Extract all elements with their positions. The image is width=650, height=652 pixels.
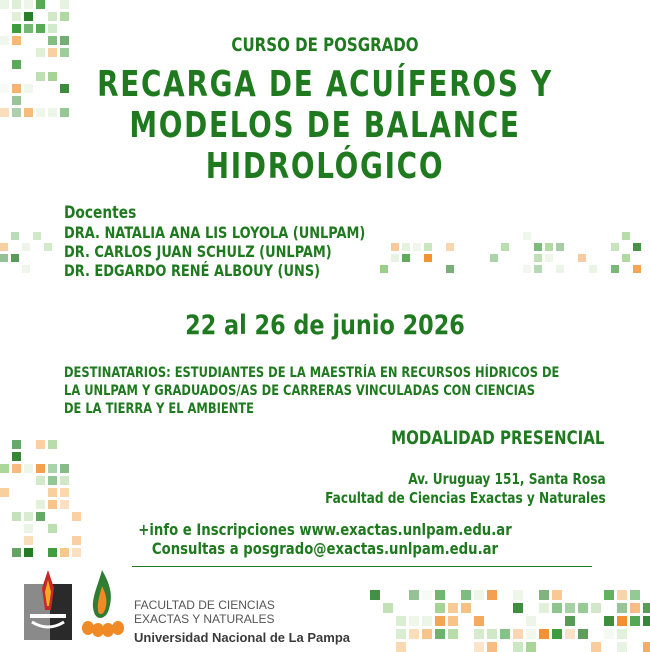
mosaic-square bbox=[36, 108, 45, 117]
mosaic-square bbox=[0, 0, 9, 9]
mosaic-square bbox=[424, 254, 432, 262]
mosaic-square bbox=[36, 500, 45, 509]
mosaic-square bbox=[617, 642, 627, 652]
mosaic-square bbox=[48, 500, 57, 509]
mosaic-square bbox=[526, 642, 536, 652]
mosaic-square bbox=[448, 603, 458, 613]
mosaic-square bbox=[633, 265, 641, 273]
mosaic-square bbox=[409, 616, 419, 626]
mosaic-square bbox=[643, 642, 650, 652]
mosaic-square bbox=[643, 616, 650, 626]
mosaic-square bbox=[402, 243, 410, 251]
mosaic-square bbox=[435, 603, 445, 613]
mosaic-square bbox=[60, 0, 69, 9]
mosaic-square bbox=[0, 243, 8, 251]
mosaic-square bbox=[12, 0, 21, 9]
mosaic-square bbox=[0, 464, 9, 473]
mosaic-square bbox=[12, 24, 21, 33]
title-line: RECARGA DE ACUÍFEROS Y bbox=[97, 64, 553, 105]
info-link[interactable]: +info e Inscripciones www.exactas.unlpam.edu.ar bbox=[138, 520, 512, 539]
university-name: Universidad Nacional de La Pampa bbox=[134, 630, 351, 645]
mosaic-square bbox=[60, 12, 69, 21]
mosaic-square bbox=[435, 629, 445, 639]
docentes-heading: Docentes bbox=[64, 203, 137, 223]
mosaic-square bbox=[12, 36, 21, 45]
title-line: MODELOS DE BALANCE bbox=[129, 105, 521, 146]
mosaic-square bbox=[604, 590, 614, 600]
mosaic-square bbox=[36, 0, 45, 9]
mosaic-square bbox=[513, 642, 523, 652]
destinatarios-text bbox=[64, 364, 559, 418]
mosaic-square bbox=[513, 629, 523, 639]
mosaic-square bbox=[487, 642, 497, 652]
mosaic-square bbox=[36, 72, 45, 81]
mosaic-square bbox=[12, 96, 21, 105]
mosaic-square bbox=[523, 232, 531, 240]
mosaic-square bbox=[617, 603, 627, 613]
mosaic-square bbox=[402, 254, 410, 262]
mosaic-square bbox=[12, 452, 21, 461]
mosaic-square bbox=[12, 548, 21, 557]
mosaic-square bbox=[396, 642, 406, 652]
mosaic-square bbox=[435, 616, 445, 626]
mosaic-square bbox=[487, 590, 497, 600]
mosaic-square bbox=[60, 500, 69, 509]
mosaic-square bbox=[435, 590, 445, 600]
mosaic-square bbox=[448, 616, 458, 626]
mosaic-square bbox=[48, 464, 57, 473]
mosaic-square bbox=[36, 476, 45, 485]
mosaic-square bbox=[12, 464, 21, 473]
mosaic-square bbox=[589, 265, 597, 273]
mosaic-square bbox=[0, 36, 9, 45]
mosaic-square bbox=[526, 616, 536, 626]
mosaic-square bbox=[539, 629, 549, 639]
mosaic-square bbox=[48, 440, 57, 449]
mosaic-mid-left bbox=[0, 232, 70, 277]
course-dates: 22 al 26 de junio 2026 bbox=[185, 310, 465, 341]
mosaic-square bbox=[60, 488, 69, 497]
mosaic-square bbox=[12, 108, 21, 117]
mosaic-square bbox=[0, 488, 9, 497]
contact-email[interactable]: Consultas a posgrado@exactas.unlpam.edu.ar bbox=[151, 539, 499, 558]
mosaic-square bbox=[617, 590, 627, 600]
mosaic-square bbox=[565, 603, 575, 613]
course-kicker: CURSO DE POSGRADO bbox=[231, 34, 419, 56]
mosaic-square bbox=[44, 243, 52, 251]
mosaic-square bbox=[513, 603, 523, 613]
mosaic-square bbox=[24, 108, 33, 117]
mosaic-square bbox=[370, 590, 380, 600]
mosaic-square bbox=[474, 629, 484, 639]
address-line: Facultad de Ciencias Exactas y Naturales bbox=[325, 489, 606, 507]
mosaic-square bbox=[12, 60, 21, 69]
mosaic-square bbox=[552, 629, 562, 639]
destinatarios-line: DE LA TIERRA Y EL AMBIENTE bbox=[64, 401, 254, 417]
mosaic-square bbox=[24, 0, 33, 9]
mosaic-square bbox=[11, 254, 19, 262]
mosaic-square bbox=[380, 265, 388, 273]
mosaic-square bbox=[617, 629, 627, 639]
mosaic-square bbox=[630, 603, 640, 613]
mosaic-square bbox=[545, 243, 553, 251]
mosaic-square bbox=[591, 642, 601, 652]
modalidad-label: MODALIDAD PRESENCIAL bbox=[390, 427, 604, 449]
mosaic-square bbox=[22, 243, 30, 251]
mosaic-square bbox=[12, 512, 21, 521]
mosaic-square bbox=[0, 108, 9, 117]
mosaic-square bbox=[604, 616, 614, 626]
mosaic-square bbox=[556, 243, 564, 251]
address-line: Av. Uruguay 151, Santa Rosa bbox=[408, 470, 606, 488]
mosaic-square bbox=[630, 616, 640, 626]
mosaic-square bbox=[448, 629, 458, 639]
mosaic-square bbox=[461, 590, 471, 600]
mosaic-square bbox=[552, 590, 562, 600]
faculty-name bbox=[134, 598, 275, 626]
mosaic-square bbox=[396, 629, 406, 639]
mosaic-bottom-right bbox=[370, 590, 650, 650]
mosaic-square bbox=[422, 590, 432, 600]
mosaic-square bbox=[24, 84, 33, 93]
mosaic-square bbox=[534, 265, 542, 273]
mosaic-mid-right bbox=[380, 232, 650, 277]
mosaic-square bbox=[461, 603, 471, 613]
mosaic-square bbox=[545, 254, 553, 262]
mosaic-square bbox=[617, 616, 627, 626]
mosaic-square bbox=[11, 232, 19, 240]
faculty-line: EXACTAS Y NATURALES bbox=[134, 612, 275, 626]
faculty-line: FACULTAD DE CIENCIAS bbox=[134, 598, 275, 612]
mosaic-square bbox=[523, 265, 531, 273]
mosaic-square bbox=[409, 590, 419, 600]
mosaic-square bbox=[630, 590, 640, 600]
mosaic-square bbox=[12, 12, 21, 21]
mosaic-square bbox=[578, 603, 588, 613]
mosaic-square bbox=[60, 464, 69, 473]
mosaic-square bbox=[539, 603, 549, 613]
mosaic-square bbox=[633, 243, 641, 251]
unlpam-shield-logo bbox=[24, 570, 72, 640]
mosaic-square bbox=[487, 629, 497, 639]
divider-line bbox=[132, 566, 592, 567]
mosaic-square bbox=[422, 616, 432, 626]
mosaic-square bbox=[474, 616, 484, 626]
mosaic-square bbox=[474, 642, 484, 652]
docente-name: DRA. NATALIA ANA LIS LOYOLA (UNLPAM) bbox=[64, 223, 366, 242]
faculty-flame-logo bbox=[80, 568, 124, 640]
mosaic-square bbox=[422, 629, 432, 639]
mosaic-square bbox=[611, 265, 619, 273]
mosaic-square bbox=[534, 254, 542, 262]
mosaic-square bbox=[0, 84, 9, 93]
mosaic-square bbox=[48, 476, 57, 485]
mosaic-square bbox=[413, 243, 421, 251]
contact-info bbox=[26, 520, 624, 558]
mosaic-square bbox=[552, 603, 562, 613]
mosaic-square bbox=[0, 254, 8, 262]
mosaic-square bbox=[446, 265, 454, 273]
mosaic-square bbox=[474, 590, 484, 600]
mosaic-square bbox=[500, 629, 510, 639]
mosaic-square bbox=[611, 243, 619, 251]
mosaic-square bbox=[33, 232, 41, 240]
docentes-section bbox=[64, 204, 365, 280]
title-line: HIDROLÓGICO bbox=[205, 146, 445, 187]
mosaic-square bbox=[539, 590, 549, 600]
mosaic-square bbox=[48, 488, 57, 497]
mosaic-square bbox=[501, 243, 509, 251]
mosaic-square bbox=[604, 629, 614, 639]
mosaic-square bbox=[565, 629, 575, 639]
mosaic-square bbox=[36, 24, 45, 33]
mosaic-square bbox=[643, 603, 650, 613]
mosaic-square bbox=[48, 24, 57, 33]
mosaic-square bbox=[578, 254, 586, 262]
mosaic-square bbox=[391, 254, 399, 262]
mosaic-square bbox=[513, 590, 523, 600]
mosaic-square bbox=[60, 476, 69, 485]
mosaic-square bbox=[24, 24, 33, 33]
mosaic-square bbox=[534, 243, 542, 251]
destinatarios-line: DESTINATARIOS: ESTUDIANTES DE LA MAESTRÍA EN RECURSOS HÍDRICOS DE bbox=[64, 365, 560, 381]
docente-name: DR. EDGARDO RENÉ ALBOUY (UNS) bbox=[64, 261, 321, 280]
mosaic-square bbox=[424, 243, 432, 251]
mosaic-square bbox=[383, 603, 393, 613]
mosaic-square bbox=[490, 254, 498, 262]
mosaic-square bbox=[565, 616, 575, 626]
mosaic-square bbox=[12, 440, 21, 449]
mosaic-square bbox=[526, 629, 536, 639]
mosaic-square bbox=[24, 12, 33, 21]
mosaic-square bbox=[391, 243, 399, 251]
mosaic-square bbox=[556, 265, 564, 273]
mosaic-square bbox=[622, 254, 630, 262]
course-title bbox=[46, 64, 605, 187]
docente-name: DR. CARLOS JUAN SCHULZ (UNLPAM) bbox=[64, 242, 332, 261]
mosaic-square bbox=[622, 232, 630, 240]
destinatarios-line: LA UNLPAM Y GRADUADOS/AS DE CARRERAS VINCULADAS CON CIENCIAS bbox=[64, 383, 536, 399]
mosaic-square bbox=[409, 629, 419, 639]
mosaic-square bbox=[36, 440, 45, 449]
mosaic-square bbox=[446, 243, 454, 251]
mosaic-square bbox=[22, 265, 30, 273]
mosaic-square bbox=[36, 464, 45, 473]
mosaic-square bbox=[396, 616, 406, 626]
mosaic-square bbox=[48, 12, 57, 21]
mosaic-square bbox=[24, 464, 33, 473]
address-block bbox=[325, 470, 606, 508]
mosaic-square bbox=[591, 603, 601, 613]
mosaic-square bbox=[12, 84, 21, 93]
mosaic-square bbox=[578, 629, 588, 639]
